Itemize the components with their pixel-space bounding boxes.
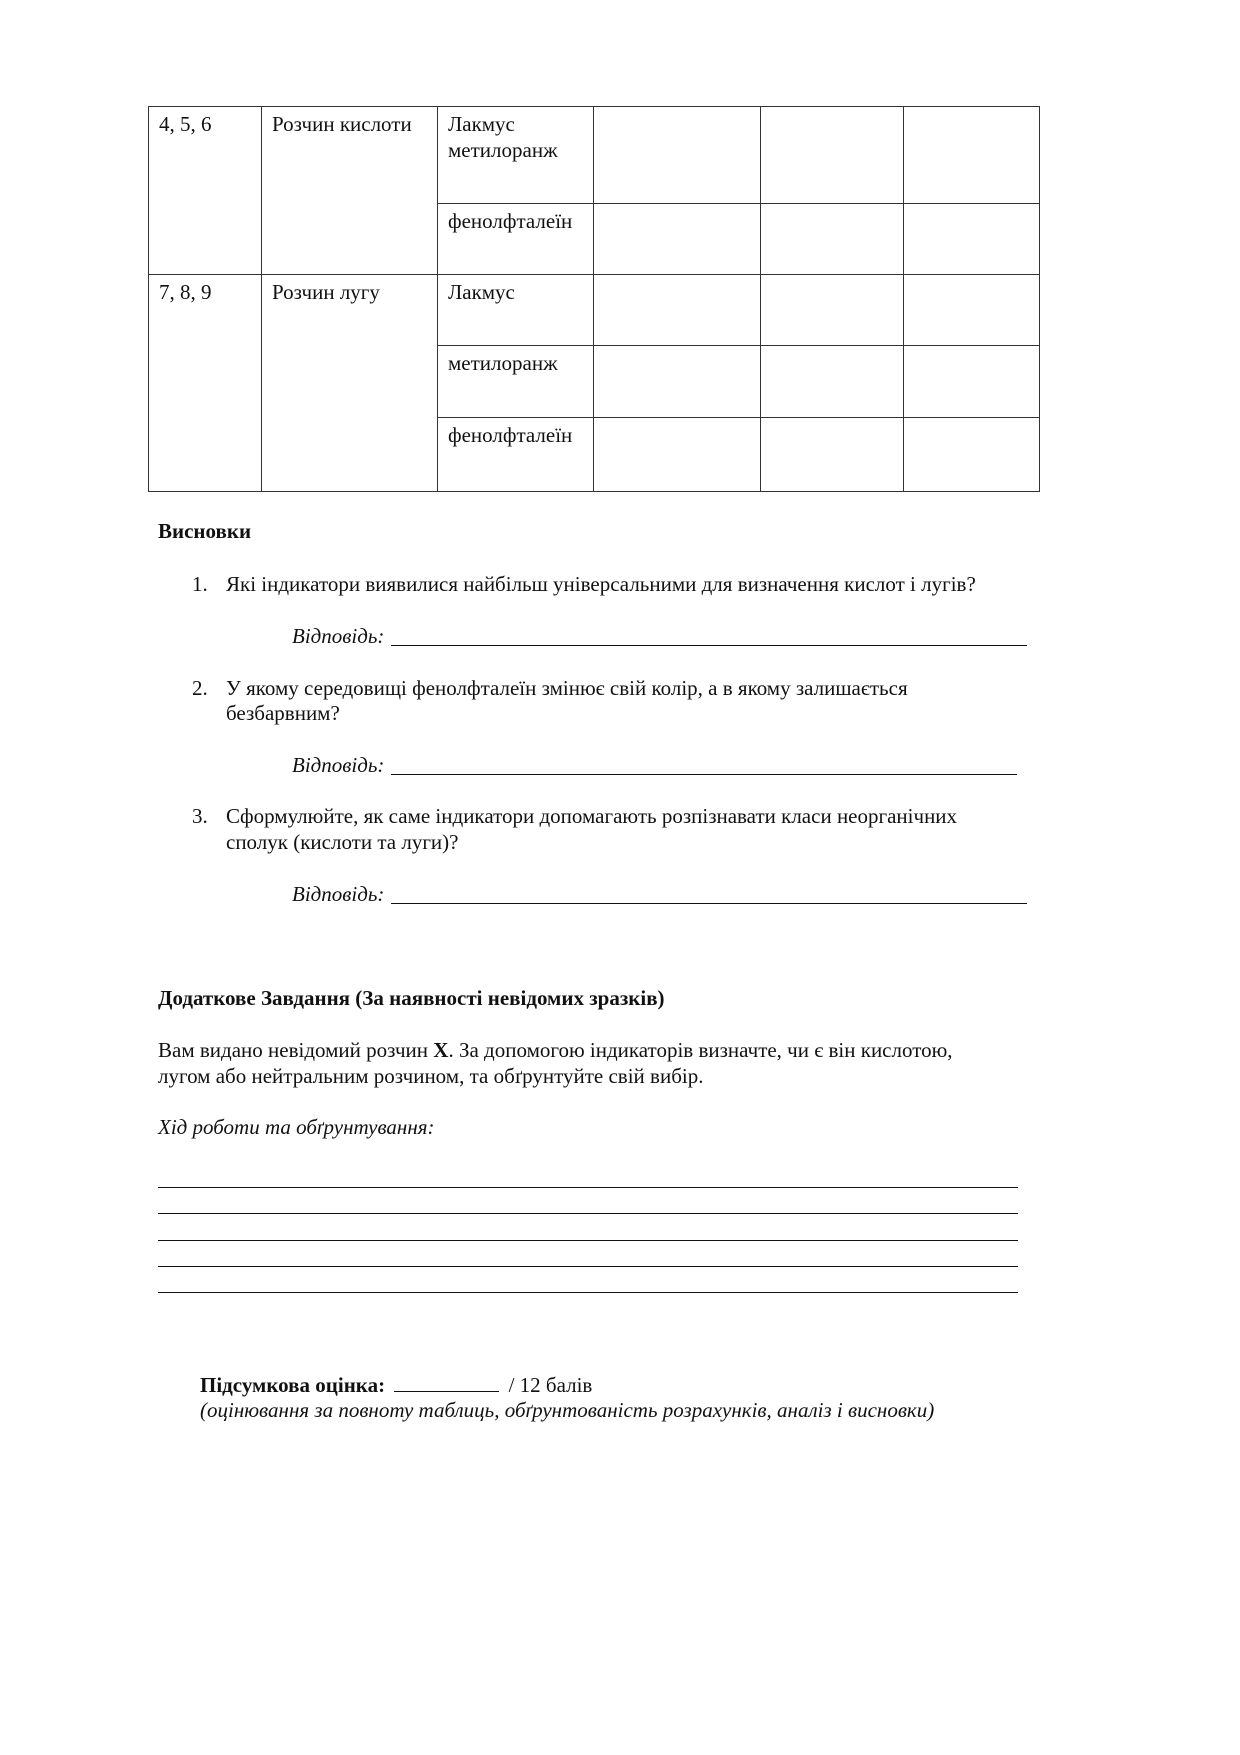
result-cell[interactable]: [594, 275, 761, 346]
answer-label: Відповідь:: [292, 753, 385, 777]
table-row: [149, 107, 1040, 204]
question-text: Сформулюйте, як саме індикатори допомагають розпізнавати класи неорганічних: [226, 804, 958, 828]
question-text-continued: безбарвним?: [226, 701, 340, 725]
unknown-solution-label: X: [433, 1038, 449, 1062]
score-max: / 12 балів: [508, 1373, 593, 1397]
result-cell[interactable]: [594, 107, 761, 204]
tube-numbers-cell: 7, 8, 9: [149, 275, 262, 492]
extra-task-body-continued: лугом або нейтральним розчином, та обґрунтуйте свій вибір.: [158, 1064, 704, 1088]
result-cell[interactable]: [904, 346, 1040, 418]
answer-field[interactable]: [391, 645, 1027, 646]
score-field[interactable]: [394, 1371, 499, 1392]
answer-field[interactable]: [391, 774, 1017, 775]
result-cell[interactable]: [761, 418, 904, 492]
result-cell[interactable]: [904, 275, 1040, 346]
indicator-cell: метилоранж: [438, 346, 594, 418]
answer-label: Відповідь:: [292, 882, 385, 906]
question-text-continued: сполук (кислоти та луги)?: [226, 830, 459, 854]
result-cell[interactable]: [761, 346, 904, 418]
work-line[interactable]: [158, 1266, 1018, 1267]
question-number: 3.: [192, 804, 208, 828]
score-label: Підсумкова оцінка:: [200, 1373, 386, 1397]
solution-cell: Розчин кислоти: [262, 107, 438, 275]
work-line[interactable]: [158, 1240, 1018, 1241]
result-cell[interactable]: [594, 418, 761, 492]
indicator-cell: Лакмус: [438, 275, 594, 346]
result-cell[interactable]: [904, 418, 1040, 492]
answer-label: Відповідь:: [292, 624, 385, 648]
result-cell[interactable]: [761, 107, 904, 204]
indicator-cell: Лакмус метилоранж: [438, 107, 594, 204]
result-cell[interactable]: [761, 275, 904, 346]
result-cell[interactable]: [594, 204, 761, 275]
question-number: 1.: [192, 572, 208, 596]
indicator-cell: фенолфталеїн: [438, 204, 594, 275]
extra-task-heading: Додаткове Завдання (За наявності невідомих зразків): [158, 986, 665, 1010]
result-cell[interactable]: [594, 346, 761, 418]
indicator-results-table: [148, 106, 1040, 492]
result-cell[interactable]: [761, 204, 904, 275]
table-row: [149, 275, 1040, 346]
final-score: [200, 1371, 592, 1398]
conclusions-heading: Висновки: [158, 519, 252, 543]
work-line[interactable]: [158, 1213, 1018, 1214]
question-number: 2.: [192, 676, 208, 700]
result-cell[interactable]: [904, 107, 1040, 204]
question-text: У якому середовищі фенолфталеїн змінює свій колір, а в якому залишається: [226, 676, 908, 700]
work-line[interactable]: [158, 1292, 1018, 1293]
question-text: Які індикатори виявилися найбільш універсальними для визначення кислот і лугів?: [226, 572, 976, 596]
answer-field[interactable]: [391, 903, 1027, 904]
work-line[interactable]: [158, 1187, 1018, 1188]
result-cell[interactable]: [904, 204, 1040, 275]
tube-numbers-cell: 4, 5, 6: [149, 107, 262, 275]
indicator-cell: фенолфталеїн: [438, 418, 594, 492]
score-note: (оцінювання за повноту таблиць, обґрунтованість розрахунків, аналіз і висновки): [200, 1398, 935, 1422]
work-label: Хід роботи та обґрунтування:: [158, 1115, 435, 1139]
extra-task-body: Вам видано невідомий розчин X. За допомогою індикаторів визначте, чи є він кислотою,: [158, 1038, 953, 1062]
solution-cell: Розчин лугу: [262, 275, 438, 492]
